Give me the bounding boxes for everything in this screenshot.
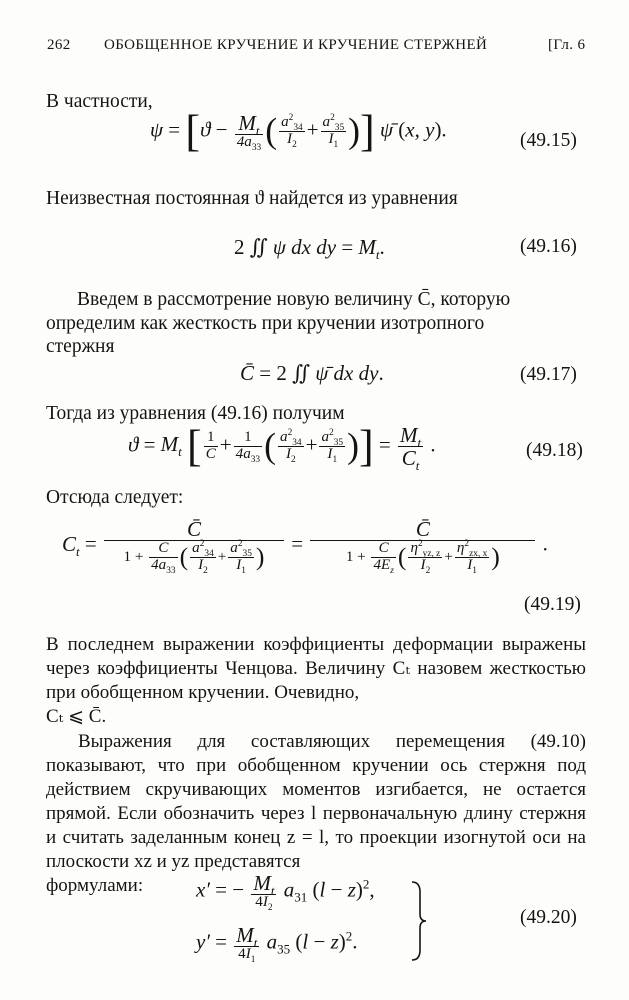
equation-49-19: $C_t$ = C̄ 1 + $\frac{C̄}{4a_{33}}$ ( $\frac{a^2_{34}}{I_2}$ + $\frac{a^2_{35}}{I_1}$ ) = C̄ 1 + $\frac{C̄}{4E_z}$ ( $\frac{\eta^2_{yz, z}}{I_2}$ + $\frac{\eta^2_{zx, x}}{I_1}$ ) . bbox=[62, 517, 548, 576]
equation-49-20-line1: x′ = − $\frac{M_t}{4I_2}$ $a_{31}$ $(l - z)^2$, bbox=[196, 871, 375, 914]
text-paragraph: Неизвестная постоянная ϑ найдется из уравнения bbox=[46, 188, 458, 209]
text-paragraph: стержня bbox=[46, 336, 115, 357]
chapter-ref: [Гл. 6 bbox=[548, 37, 586, 53]
text-paragraph: Тогда из уравнения (49.16) получим bbox=[46, 403, 345, 424]
paragraph-body: Выражения для составляющих перемещения (49.10) показывают, что при обобщенном кручении ось стержня под действием скручивающих моментов изгибается, не остается прямой. Если обозначить через l первоначальную длину стержня и считать заделанным конец z = l, то проекции изогнутой оси на плоскости xz и yz представятся bbox=[46, 731, 586, 872]
paragraph-last-line: Cₜ ⩽ C̄. bbox=[46, 706, 107, 727]
equation-49-18: $ϑ = M_t$ [ $\frac{1}{C̄}$ + $\frac{1}{4a_{33}}$ ( $\frac{a^2_{34}}{I_2}$ + $\frac{a^2_{35}}{I_1}$ )] = $\frac{M_t}{C_t}$ . bbox=[128, 421, 436, 474]
equation-49-20-line2: y′ = $\frac{M_t}{4I_1}$ $a_{35}$ $(l - z)^2$. bbox=[196, 923, 358, 966]
text-paragraph bbox=[46, 633, 586, 729]
equation-number: (49.17) bbox=[520, 364, 577, 385]
running-title: ОБОБЩЕННОЕ КРУЧЕНИЕ И КРУЧЕНИЕ СТЕРЖНЕЙ bbox=[104, 37, 488, 53]
paragraph-body: В последнем выражении коэффициенты деформации выражены через коэффициенты Ченцова. Величину Cₜ назовем жесткостью при обобщенном кручении. Очевидно, bbox=[46, 634, 586, 703]
equation-number: (49.19) bbox=[524, 594, 581, 615]
equation-49-15: ψ = [ϑ − $\frac{M_t}{4a_{33}}$ ( $\frac{a^2_{34}}{I_2}$ + $\frac{a^2_{35}}{I_1}$ )] ψ̄ (x, y). bbox=[150, 106, 447, 156]
page-number: 262 bbox=[47, 37, 71, 53]
text-paragraph: Введем в рассмотрение новую величину C̄, которую bbox=[77, 289, 511, 310]
equation-49-17: C̄ = 2 ∬ ψ̄ dx dy. bbox=[240, 361, 384, 385]
text-paragraph: определим как жесткость при кручении изотропного bbox=[46, 313, 485, 334]
text-paragraph: Отсюда следует: bbox=[46, 487, 184, 508]
equation-number: (49.15) bbox=[520, 130, 577, 151]
equation-number: (49.18) bbox=[526, 440, 583, 461]
right-brace bbox=[408, 880, 430, 962]
equation-49-16: 2 ∬ ψ dx dy = $M_t$. bbox=[234, 235, 385, 263]
equation-number: (49.20) bbox=[520, 907, 577, 928]
equation-number: (49.16) bbox=[520, 236, 577, 257]
paragraph-last-line: формулами: bbox=[46, 875, 144, 896]
text-paragraph: В частности, bbox=[46, 91, 153, 112]
